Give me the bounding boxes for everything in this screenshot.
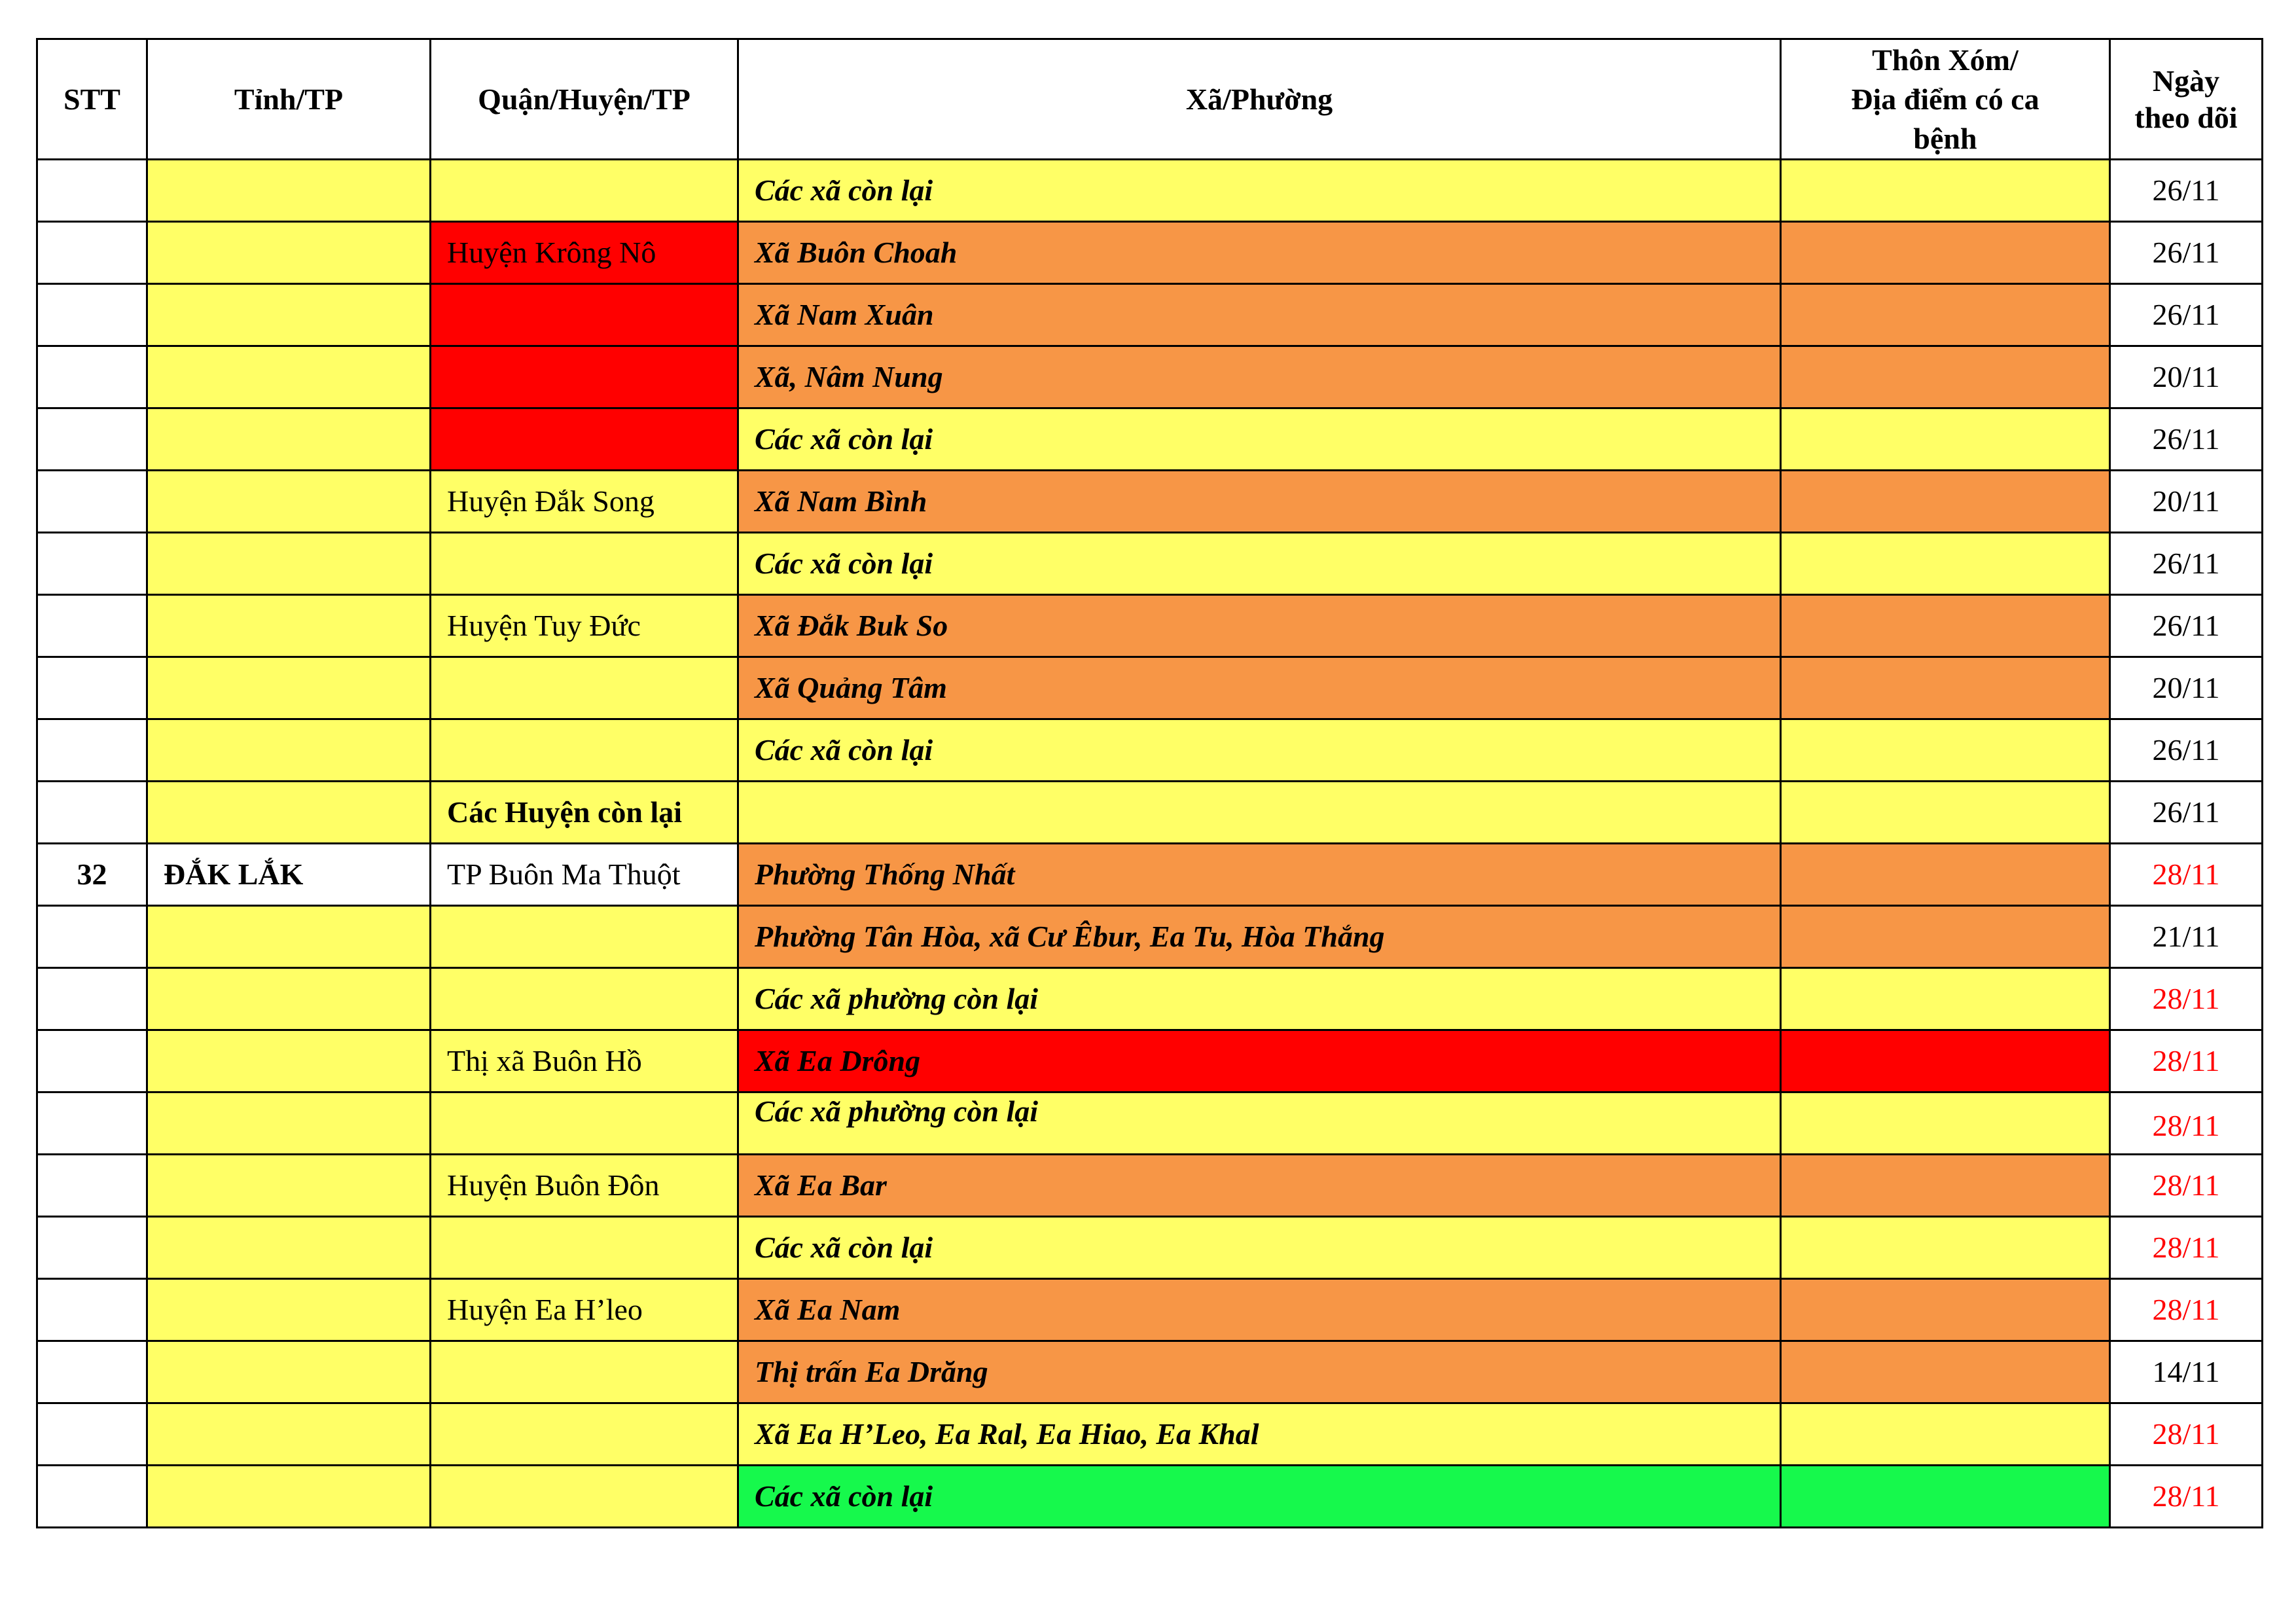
hamlet-cell: [1781, 533, 2110, 595]
province-cell: [147, 160, 431, 222]
hamlet-cell: [1781, 1217, 2110, 1279]
table-row: [37, 346, 2263, 408]
district-cell-text: Huyện Tuy Đức: [447, 609, 641, 642]
date-cell-text: 21/11: [2152, 920, 2220, 953]
district-cell: [431, 595, 738, 657]
ward-cell: [738, 222, 1781, 284]
district-cell: [431, 222, 738, 284]
province-cell: [147, 1155, 431, 1217]
date-cell: [2110, 533, 2263, 595]
date-cell-text: 26/11: [2152, 547, 2220, 580]
district-cell: [431, 160, 738, 222]
ward-cell-text: Thị trấn Ea Drăng: [755, 1355, 988, 1388]
hamlet-cell: [1781, 1403, 2110, 1466]
date-cell: [2110, 222, 2263, 284]
province-cell: [147, 1341, 431, 1403]
date-cell: [2110, 284, 2263, 346]
stt-cell: [37, 222, 147, 284]
district-cell-text: Thị xã Buôn Hồ: [447, 1044, 642, 1077]
district-cell: [431, 1403, 738, 1466]
table-row: [37, 1466, 2263, 1528]
stt-cell: [37, 1403, 147, 1466]
stt-cell: [37, 533, 147, 595]
district-cell: [431, 1217, 738, 1279]
province-cell: [147, 657, 431, 719]
date-cell-text: 26/11: [2152, 236, 2220, 269]
table-row: [37, 222, 2263, 284]
province-cell: [147, 222, 431, 284]
date-cell-text: 28/11: [2152, 1044, 2220, 1077]
province-cell: [147, 782, 431, 844]
ward-cell: [738, 844, 1781, 906]
district-cell: [431, 471, 738, 533]
table-row: [37, 1279, 2263, 1341]
ward-cell: [738, 719, 1781, 782]
ward-cell: [738, 595, 1781, 657]
ward-cell: [738, 471, 1781, 533]
date-cell: [2110, 1092, 2263, 1155]
hamlet-cell: [1781, 782, 2110, 844]
ward-cell-text: Xã Ea Nam: [755, 1293, 901, 1326]
district-cell: [431, 1030, 738, 1092]
header-hamlet-line3: bệnh: [1913, 121, 1977, 155]
header-district: Quận/Huyện/TP: [431, 39, 738, 160]
header-date-line2: theo dõi: [2134, 100, 2238, 134]
stt-cell: [37, 346, 147, 408]
ward-cell: [738, 408, 1781, 471]
hamlet-cell: [1781, 595, 2110, 657]
district-cell: [431, 533, 738, 595]
district-cell: [431, 1155, 738, 1217]
date-cell-text: 28/11: [2152, 1231, 2220, 1264]
table-row: [37, 782, 2263, 844]
date-cell-text: 28/11: [2152, 1168, 2220, 1202]
table-row: [37, 1341, 2263, 1403]
stt-cell: [37, 1466, 147, 1528]
table-row: [37, 471, 2263, 533]
covid-area-table: [36, 38, 2263, 1528]
district-cell: [431, 346, 738, 408]
stt-cell: [37, 1155, 147, 1217]
stt-cell: [37, 284, 147, 346]
date-cell: [2110, 782, 2263, 844]
date-cell-text: 28/11: [2152, 1479, 2220, 1513]
date-cell: [2110, 906, 2263, 968]
stt-cell: [37, 1279, 147, 1341]
ward-cell: [738, 1466, 1781, 1528]
province-cell: [147, 1403, 431, 1466]
date-cell: [2110, 1279, 2263, 1341]
ward-cell-text: Các xã phường còn lại: [755, 1094, 1039, 1128]
header-province: Tỉnh/TP: [147, 39, 431, 160]
ward-cell: [738, 1155, 1781, 1217]
ward-cell-text: Các xã còn lại: [755, 733, 933, 767]
district-cell: [431, 408, 738, 471]
date-cell: [2110, 1341, 2263, 1403]
province-cell: [147, 471, 431, 533]
date-cell: [2110, 1466, 2263, 1528]
province-cell: [147, 968, 431, 1030]
district-cell-text: Huyện Buôn Đôn: [447, 1168, 660, 1202]
date-cell: [2110, 1030, 2263, 1092]
date-cell: [2110, 1217, 2263, 1279]
table-row: [37, 1403, 2263, 1466]
table-row: [37, 408, 2263, 471]
district-cell: [431, 1279, 738, 1341]
ward-cell-text: Xã Nam Bình: [755, 484, 927, 518]
stt-cell: [37, 719, 147, 782]
date-cell: [2110, 160, 2263, 222]
district-cell: [431, 782, 738, 844]
date-cell-text: 28/11: [2152, 857, 2220, 891]
ward-cell-text: Xã, Nâm Nung: [755, 360, 943, 393]
ward-cell-text: Xã Ea H’Leo, Ea Ral, Ea Hiao, Ea Khal: [755, 1417, 1259, 1451]
province-cell: [147, 1217, 431, 1279]
province-cell-text: ĐẮK LẮK: [164, 857, 304, 891]
district-cell: [431, 657, 738, 719]
hamlet-cell: [1781, 1279, 2110, 1341]
table-row: [37, 1030, 2263, 1092]
date-cell-text: 14/11: [2152, 1355, 2220, 1388]
stt-cell: [37, 1030, 147, 1092]
hamlet-cell: [1781, 1030, 2110, 1092]
date-cell-text: 28/11: [2152, 1109, 2220, 1142]
province-cell: [147, 595, 431, 657]
date-cell: [2110, 719, 2263, 782]
table-row: [37, 595, 2263, 657]
province-cell: [147, 284, 431, 346]
stt-cell: [37, 844, 147, 906]
table-row: [37, 284, 2263, 346]
hamlet-cell: [1781, 1155, 2110, 1217]
stt-cell-text: 32: [77, 857, 107, 891]
stt-cell: [37, 408, 147, 471]
stt-cell: [37, 657, 147, 719]
date-cell: [2110, 1403, 2263, 1466]
date-cell: [2110, 595, 2263, 657]
table-row: [37, 1092, 2263, 1155]
table-row: [37, 968, 2263, 1030]
district-cell: [431, 1341, 738, 1403]
date-cell-text: 26/11: [2152, 298, 2220, 331]
header-stt: STT: [37, 39, 147, 160]
district-cell: [431, 1092, 738, 1155]
ward-cell-text: Xã Đắk Buk So: [755, 609, 948, 642]
date-cell: [2110, 471, 2263, 533]
ward-cell: [738, 160, 1781, 222]
date-cell: [2110, 346, 2263, 408]
province-cell: [147, 844, 431, 906]
hamlet-cell: [1781, 906, 2110, 968]
header-hamlet: [1781, 39, 2110, 160]
ward-cell: [738, 284, 1781, 346]
hamlet-cell: [1781, 222, 2110, 284]
district-cell: [431, 719, 738, 782]
hamlet-cell: [1781, 968, 2110, 1030]
province-cell: [147, 346, 431, 408]
hamlet-cell: [1781, 1092, 2110, 1155]
ward-cell: [738, 968, 1781, 1030]
date-cell: [2110, 844, 2263, 906]
date-cell-text: 28/11: [2152, 1417, 2220, 1451]
province-cell: [147, 1092, 431, 1155]
hamlet-cell: [1781, 408, 2110, 471]
ward-cell: [738, 782, 1781, 844]
hamlet-cell: [1781, 844, 2110, 906]
table-row: [37, 906, 2263, 968]
district-cell: [431, 1466, 738, 1528]
district-cell-text: Huyện Đắk Song: [447, 484, 655, 518]
table-row: [37, 160, 2263, 222]
ward-cell: [738, 906, 1781, 968]
district-cell: [431, 906, 738, 968]
stt-cell: [37, 1217, 147, 1279]
table-row: [37, 533, 2263, 595]
hamlet-cell: [1781, 657, 2110, 719]
province-cell: [147, 1030, 431, 1092]
table-row: [37, 844, 2263, 906]
ward-cell: [738, 533, 1781, 595]
ward-cell: [738, 657, 1781, 719]
ward-cell-text: Xã Nam Xuân: [755, 298, 934, 331]
stt-cell: [37, 471, 147, 533]
date-cell: [2110, 968, 2263, 1030]
header-hamlet-line2: Địa điểm có ca: [1851, 82, 2039, 116]
district-cell-text: TP Buôn Ma Thuột: [447, 857, 681, 891]
table-row: [37, 657, 2263, 719]
table-row: [37, 1217, 2263, 1279]
province-cell: [147, 906, 431, 968]
header-row: [37, 39, 2263, 160]
stt-cell: [37, 160, 147, 222]
date-cell-text: 20/11: [2152, 360, 2220, 393]
date-cell-text: 26/11: [2152, 609, 2220, 642]
province-cell: [147, 1279, 431, 1341]
ward-cell-text: Các xã còn lại: [755, 1479, 933, 1513]
stt-cell: [37, 968, 147, 1030]
date-cell: [2110, 1155, 2263, 1217]
header-hamlet-line1: Thôn Xóm/: [1872, 43, 2018, 77]
hamlet-cell: [1781, 346, 2110, 408]
date-cell-text: 26/11: [2152, 173, 2220, 207]
ward-cell-text: Xã Ea Bar: [755, 1168, 887, 1202]
hamlet-cell: [1781, 719, 2110, 782]
hamlet-cell: [1781, 471, 2110, 533]
stt-cell: [37, 782, 147, 844]
ward-cell-text: Các xã còn lại: [755, 173, 933, 207]
hamlet-cell: [1781, 1341, 2110, 1403]
header-date: [2110, 39, 2263, 160]
ward-cell: [738, 1092, 1781, 1155]
ward-cell-text: Các xã còn lại: [755, 422, 933, 456]
stt-cell: [37, 906, 147, 968]
stt-cell: [37, 1092, 147, 1155]
ward-cell-text: Xã Buôn Choah: [755, 236, 958, 269]
ward-cell: [738, 1403, 1781, 1466]
date-cell-text: 26/11: [2152, 422, 2220, 456]
province-cell: [147, 719, 431, 782]
district-cell-text: Huyện Krông Nô: [447, 236, 656, 269]
ward-cell-text: Phường Tân Hòa, xã Cư Êbur, Ea Tu, Hòa Thắng: [755, 920, 1385, 953]
ward-cell: [738, 1030, 1781, 1092]
date-cell-text: 20/11: [2152, 671, 2220, 704]
province-cell: [147, 1466, 431, 1528]
date-cell: [2110, 657, 2263, 719]
header-ward: Xã/Phường: [738, 39, 1781, 160]
district-cell-text: Các Huyện còn lại: [447, 795, 683, 829]
ward-cell-text: Các xã còn lại: [755, 547, 933, 580]
ward-cell: [738, 1217, 1781, 1279]
stt-cell: [37, 595, 147, 657]
date-cell-text: 28/11: [2152, 1293, 2220, 1326]
ward-cell-text: Xã Quảng Tâm: [755, 671, 947, 704]
district-cell: [431, 968, 738, 1030]
header-date-line1: Ngày: [2152, 63, 2220, 98]
date-cell-text: 26/11: [2152, 733, 2220, 767]
district-cell-text: Huyện Ea H’leo: [447, 1293, 643, 1326]
ward-cell-text: Xã Ea Drông: [755, 1044, 921, 1077]
ward-cell: [738, 1341, 1781, 1403]
district-cell: [431, 284, 738, 346]
hamlet-cell: [1781, 1466, 2110, 1528]
district-cell: [431, 844, 738, 906]
ward-cell: [738, 346, 1781, 408]
date-cell-text: 20/11: [2152, 484, 2220, 518]
province-cell: [147, 408, 431, 471]
date-cell-text: 28/11: [2152, 982, 2220, 1015]
ward-cell-text: Các xã phường còn lại: [755, 982, 1039, 1015]
ward-cell-text: Các xã còn lại: [755, 1231, 933, 1264]
stt-cell: [37, 1341, 147, 1403]
province-cell: [147, 533, 431, 595]
hamlet-cell: [1781, 160, 2110, 222]
date-cell: [2110, 408, 2263, 471]
ward-cell-text: Phường Thống Nhất: [755, 857, 1015, 891]
hamlet-cell: [1781, 284, 2110, 346]
ward-cell: [738, 1279, 1781, 1341]
date-cell-text: 26/11: [2152, 795, 2220, 829]
table-row: [37, 719, 2263, 782]
table-row: [37, 1155, 2263, 1217]
